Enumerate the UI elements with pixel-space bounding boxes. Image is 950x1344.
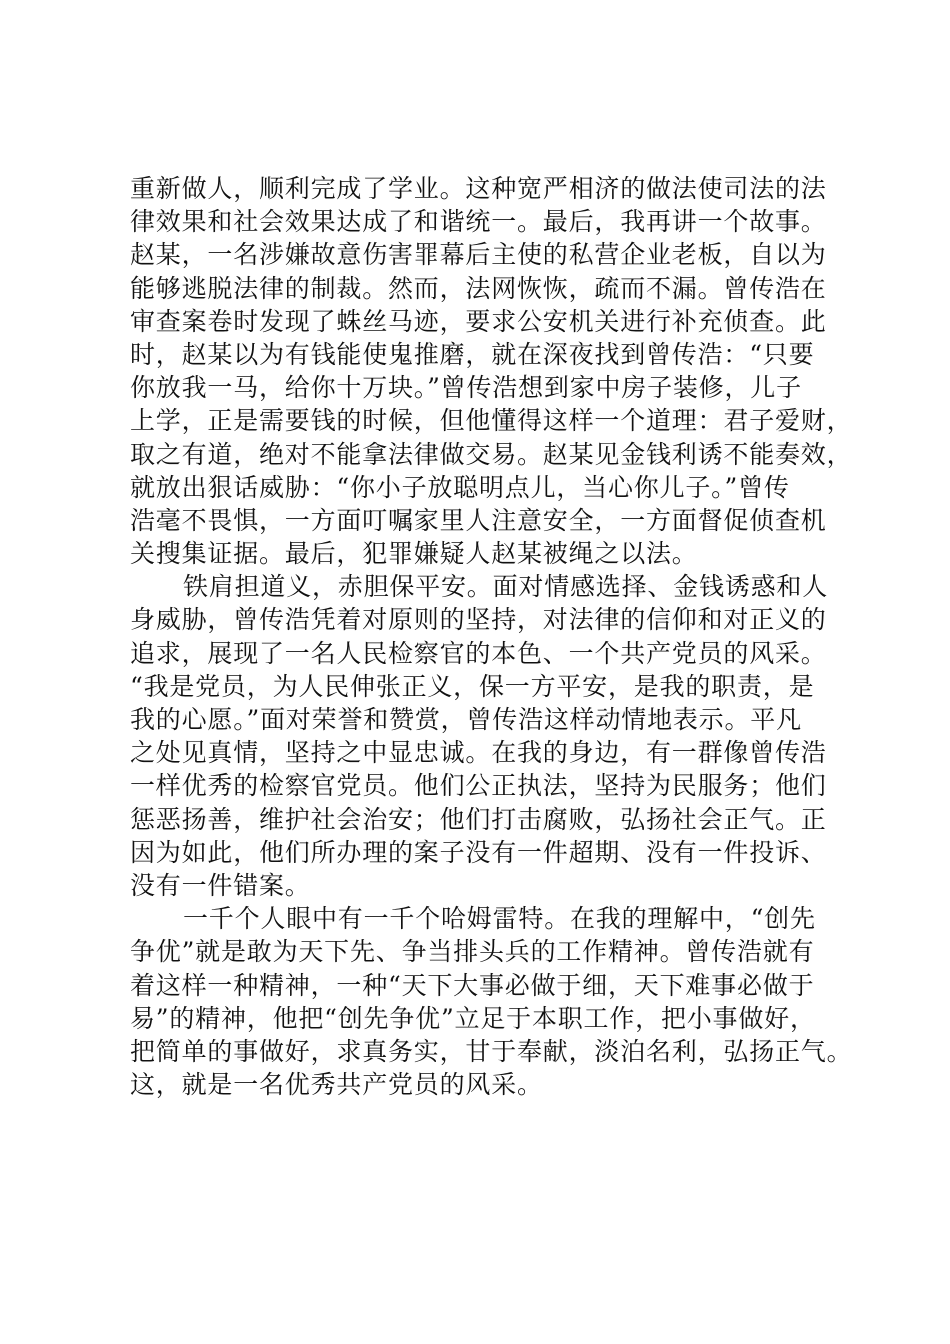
text-line: 追求，展现了一名人民检察官的本色、一个共产党员的风采。: [130, 638, 827, 668]
text-line: 能够逃脱法律的制裁。然而，法网恢恢，疏而不漏。曾传浩在: [130, 273, 827, 303]
text-line: 审查案卷时发现了蛛丝马迹，要求公安机关进行补充侦查。此: [130, 306, 827, 336]
text-line: 易”的精神，他把“创先争优”立足于本职工作，把小事做好，: [130, 1003, 816, 1033]
body-text: [130, 172, 853, 1101]
text-line: 关搜集证据。最后，犯罪嫌疑人赵某被绳之以法。: [130, 539, 698, 569]
text-line: “我是党员，为人民伸张正义，保一方平安，是我的职责，是: [130, 671, 815, 701]
text-line: 就放出狠话威胁：“你小子放聪明点儿，当心你儿子。”曾传: [130, 472, 790, 502]
text-line: 重新做人，顺利完成了学业。这种宽严相济的做法使司法的法: [130, 174, 827, 203]
paragraph-start-line: 一千个人眼中有一千个哈姆雷特。在我的理解中，“创先: [183, 904, 816, 934]
text-line: 之处见真情，坚持之中显忠诚。在我的身边，有一群像曾传浩: [130, 738, 827, 768]
text-line: 一样优秀的检察官党员。他们公正执法，坚持为民服务；他们: [130, 771, 827, 801]
text-line: 赵某，一名涉嫌故意伤害罪幕后主使的私营企业老板，自以为: [130, 240, 827, 270]
text-line: 浩毫不畏惧，一方面叮嘱家里人注意安全，一方面督促侦查机: [130, 505, 827, 535]
text-line: 取之有道，绝对不能拿法律做交易。赵某见金钱利诱不能奏效，: [130, 439, 853, 469]
text-line: 我的心愿。”面对荣誉和赞赏，曾传浩这样动情地表示。平凡: [130, 705, 802, 734]
text-line: 你放我一马，给你十万块。”曾传浩想到家中房子装修，儿子: [130, 373, 802, 403]
text-line: 着这样一种精神，一种“天下大事必做于细，天下难事必做于: [130, 970, 815, 1000]
text-line: 争优”就是敢为天下先、争当排头兵的工作精神。曾传浩就有: [130, 937, 815, 967]
text-line: 因为如此，他们所办理的案子没有一件超期、没有一件投诉、: [130, 837, 827, 867]
paragraph-start-line: 铁肩担道义，赤胆保平安。面对情感选择、金钱诱惑和人: [183, 572, 829, 602]
text-line: 身威胁，曾传浩凭着对原则的坚持，对法律的信仰和对正义的: [130, 605, 827, 635]
text-line: 把简单的事做好，求真务实，甘于奉献，淡泊名利，弘扬正气。: [130, 1036, 853, 1066]
text-line: 律效果和社会效果达成了和谐统一。最后，我再讲一个故事。: [130, 207, 827, 237]
text-line: 没有一件错案。: [130, 870, 311, 900]
text-line: 这，就是一名优秀共产党员的风采。: [130, 1070, 543, 1100]
text-line: 惩恶扬善，维护社会治安；他们打击腐败，弘扬社会正气。正: [130, 804, 827, 834]
text-line: 时，赵某以为有钱能使鬼推磨，就在深夜找到曾传浩：“只要: [130, 339, 815, 369]
text-line: 上学，正是需要钱的时候，但他懂得这样一个道理：君子爱财，: [130, 406, 853, 436]
